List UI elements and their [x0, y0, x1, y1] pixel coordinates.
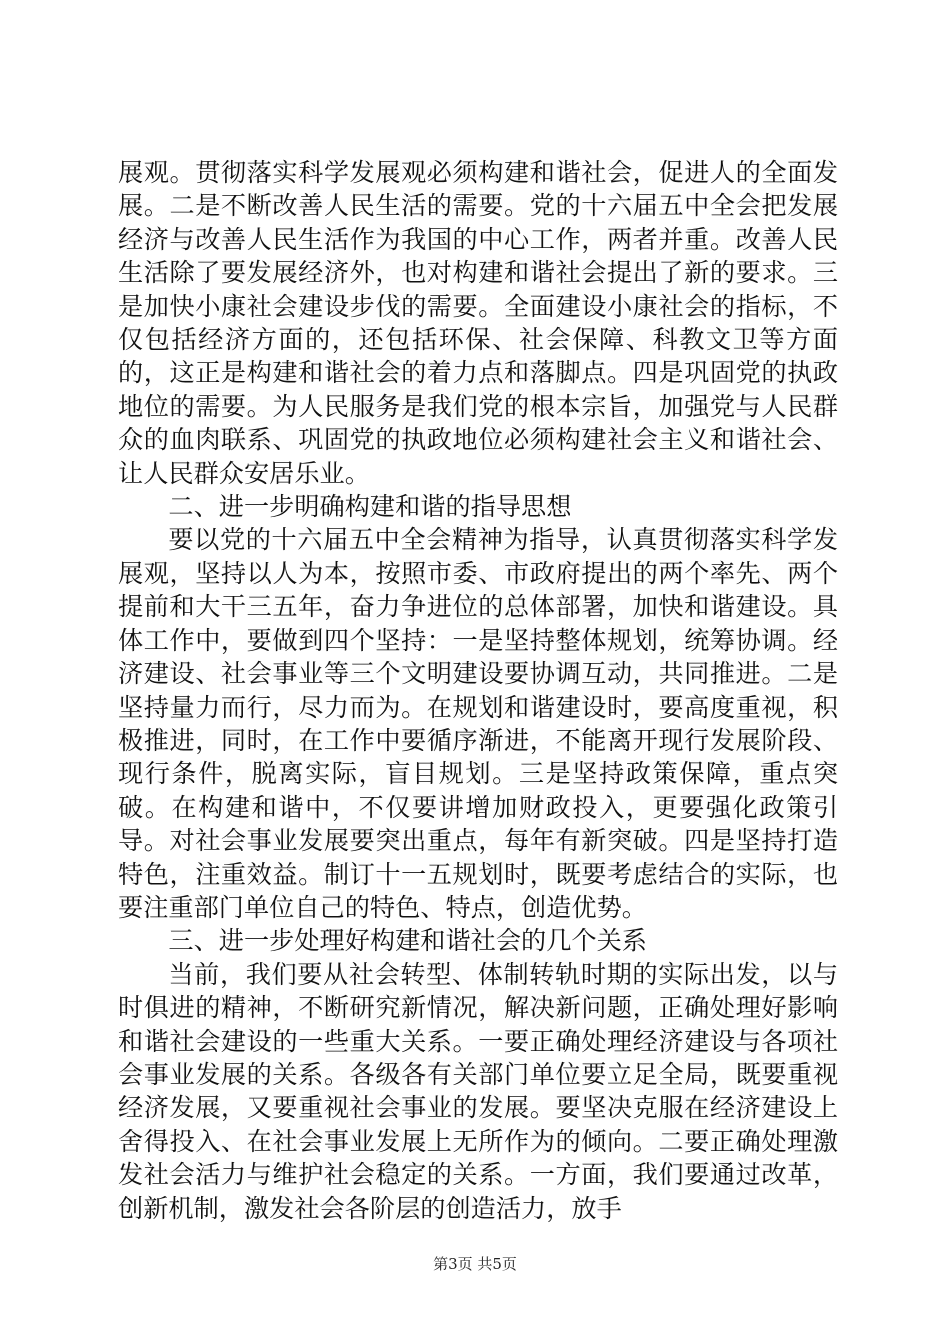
paragraph-continuation: 展观。贯彻落实科学发展观必须构建和谐社会，促进人的全面发展。二是不断改善人民生活的需要。党的十六届五中全会把发展经济与改善人民生活作为我国的中心工作，两者并重。改善人民生活除了要发展经济外，也对构建和谐社会提出了新的要求。三是加快小康社会建设步伐的需要。全面建设小康社会的指标，不仅包括经济方面的，还包括环保、社会保障、科教文卫等方面的，这正是构建和谐社会的着力点和落脚点。四是巩固党的执政地位的需要。为人民服务是我们党的根本宗旨，加强党与人民群众的血肉联系、巩固党的执政地位必须构建社会主义和谐社会、让人民群众安居乐业。	[118, 158, 838, 488]
section-heading-3: 三、进一步处理好构建和谐社会的几个关系	[168, 926, 647, 956]
document-body	[118, 156, 838, 1225]
paragraph-guiding-ideology: 要以党的十六届五中全会精神为指导，认真贯彻落实科学发展观，坚持以人为本，按照市委、市政府提出的两个率先、两个提前和大干三五年，奋力争进位的总体部署，加快和谐建设。具体工作中，要做到四个坚持：一是坚持整体规划，统筹协调。经济建设、社会事业等三个文明建设要协调互动，共同推进。二是坚持量力而行，尽力而为。在规划和谐建设时，要高度重视，积极推进，同时，在工作中要循序渐进，不能离开现行发展阶段、现行条件，脱离实际，盲目规划。三是坚持政策保障，重点突破。在构建和谐中，不仅要讲增加财政投入，更要强化政策引导。对社会事业发展要突出重点，每年有新突破。四是坚持打造特色，注重效益。制订十一五规划时，既要考虑结合的实际，也要注重部门单位自己的特色、特点，创造优势。	[118, 525, 838, 922]
page-footer: 第3页 共5页	[433, 1255, 517, 1273]
paragraph-relationships: 当前，我们要从社会转型、体制转轨时期的实际出发，以与时俱进的精神，不断研究新情况，解决新问题，正确处理好影响和谐社会建设的一些重大关系。一要正确处理经济建设与各项社会事业发展的关系。各级各有关部门单位要立足全局，既要重视经济发展，又要重视社会事业的发展。要坚决克服在经济建设上舍得投入、在社会事业发展上无所作为的倾向。二要正确处理激发社会活力与维护社会稳定的关系。一方面，我们要通过改革，创新机制，激发社会各阶层的创造活力，放手	[118, 959, 838, 1223]
section-heading-2: 二、进一步明确构建和谐的指导思想	[168, 492, 572, 522]
